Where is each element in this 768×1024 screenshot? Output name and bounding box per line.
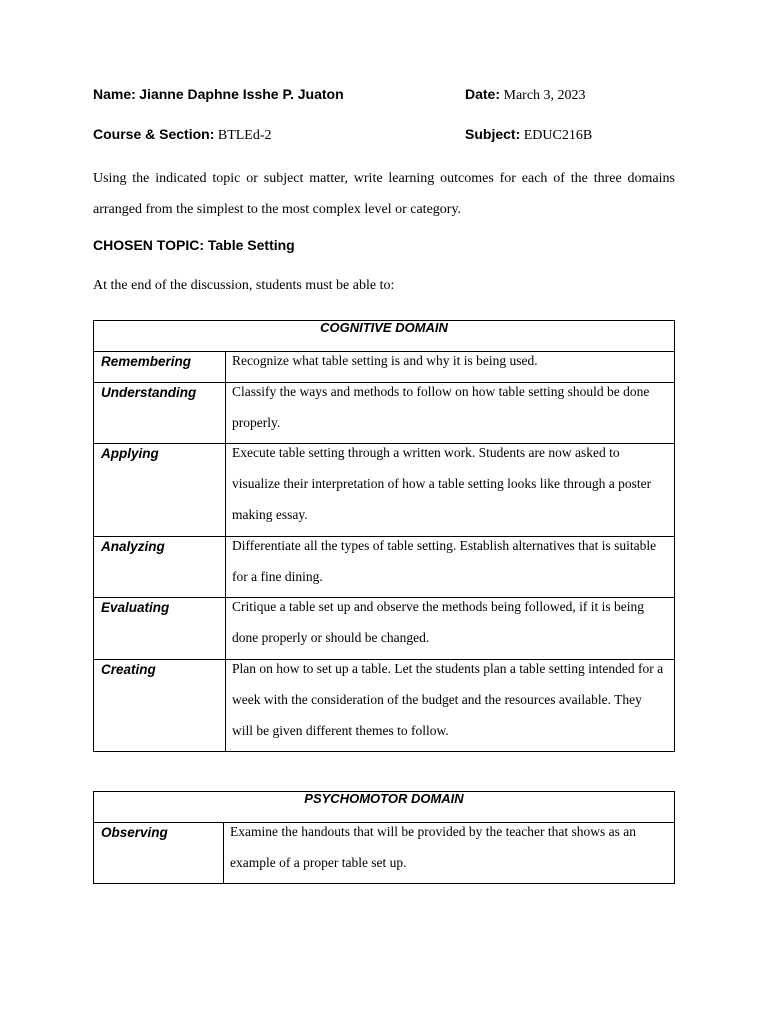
- level-remembering: Remembering: [94, 352, 226, 383]
- date-label: Date:: [465, 86, 501, 102]
- outcome-understanding: Classify the ways and methods to follow on how table setting should be done properly.: [226, 383, 675, 444]
- psychomotor-domain-title: PSYCHOMOTOR DOMAIN: [94, 792, 675, 823]
- level-creating: Creating: [94, 660, 226, 752]
- subject-field: [465, 126, 592, 144]
- outcome-analyzing: Differentiate all the types of table setting. Establish alternatives that is suitable for a fine dining.: [226, 537, 675, 598]
- name-value: Jianne Daphne Isshe P. Juaton: [139, 86, 344, 102]
- level-analyzing: Analyzing: [94, 537, 226, 598]
- course-value: BTLEd-2: [217, 128, 272, 143]
- table-row: [94, 598, 675, 660]
- name-label: Name:: [93, 86, 136, 102]
- outcome-applying: Execute table setting through a written work. Students are now asked to visualize their interpretation of how a table setting looks like through a poster making essay.: [226, 444, 675, 537]
- course-field: [93, 126, 272, 144]
- instructions-paragraph: Using the indicated topic or subject matter, write learning outcomes for each of the three domains arranged from the simplest to the most complex level or category.: [93, 171, 675, 217]
- date-value: March 3, 2023: [503, 88, 586, 103]
- table-row: [94, 823, 675, 884]
- psychomotor-domain-table: [93, 791, 675, 884]
- date-field: [465, 86, 586, 104]
- chosen-topic-heading: CHOSEN TOPIC: Table Setting: [93, 237, 295, 253]
- level-understanding: Understanding: [94, 383, 226, 444]
- subject-label: Subject:: [465, 126, 521, 142]
- level-observing: Observing: [94, 823, 224, 884]
- cognitive-domain-table: [93, 320, 675, 752]
- outcome-evaluating: Critique a table set up and observe the methods being followed, if it is being done properly or should be changed.: [226, 598, 675, 660]
- table-row: [94, 660, 675, 752]
- outcome-creating: Plan on how to set up a table. Let the students plan a table setting intended for a week with the consideration of the budget and the resources available. They will be given different themes to follow.: [226, 660, 675, 752]
- table-row: [94, 444, 675, 537]
- course-label: Course & Section:: [93, 126, 215, 142]
- cognitive-domain-title: COGNITIVE DOMAIN: [94, 321, 675, 352]
- table-row: [94, 383, 675, 444]
- name-field: [93, 86, 344, 104]
- level-evaluating: Evaluating: [94, 598, 226, 660]
- table-row: [94, 537, 675, 598]
- level-applying: Applying: [94, 444, 226, 537]
- subject-value: EDUC216B: [523, 128, 593, 143]
- outcome-observing: Examine the handouts that will be provided by the teacher that shows as an example of a proper table set up.: [224, 823, 675, 884]
- outcome-remembering: Recognize what table setting is and why it is being used.: [226, 352, 675, 383]
- lead-in-text: At the end of the discussion, students must be able to:: [93, 278, 395, 293]
